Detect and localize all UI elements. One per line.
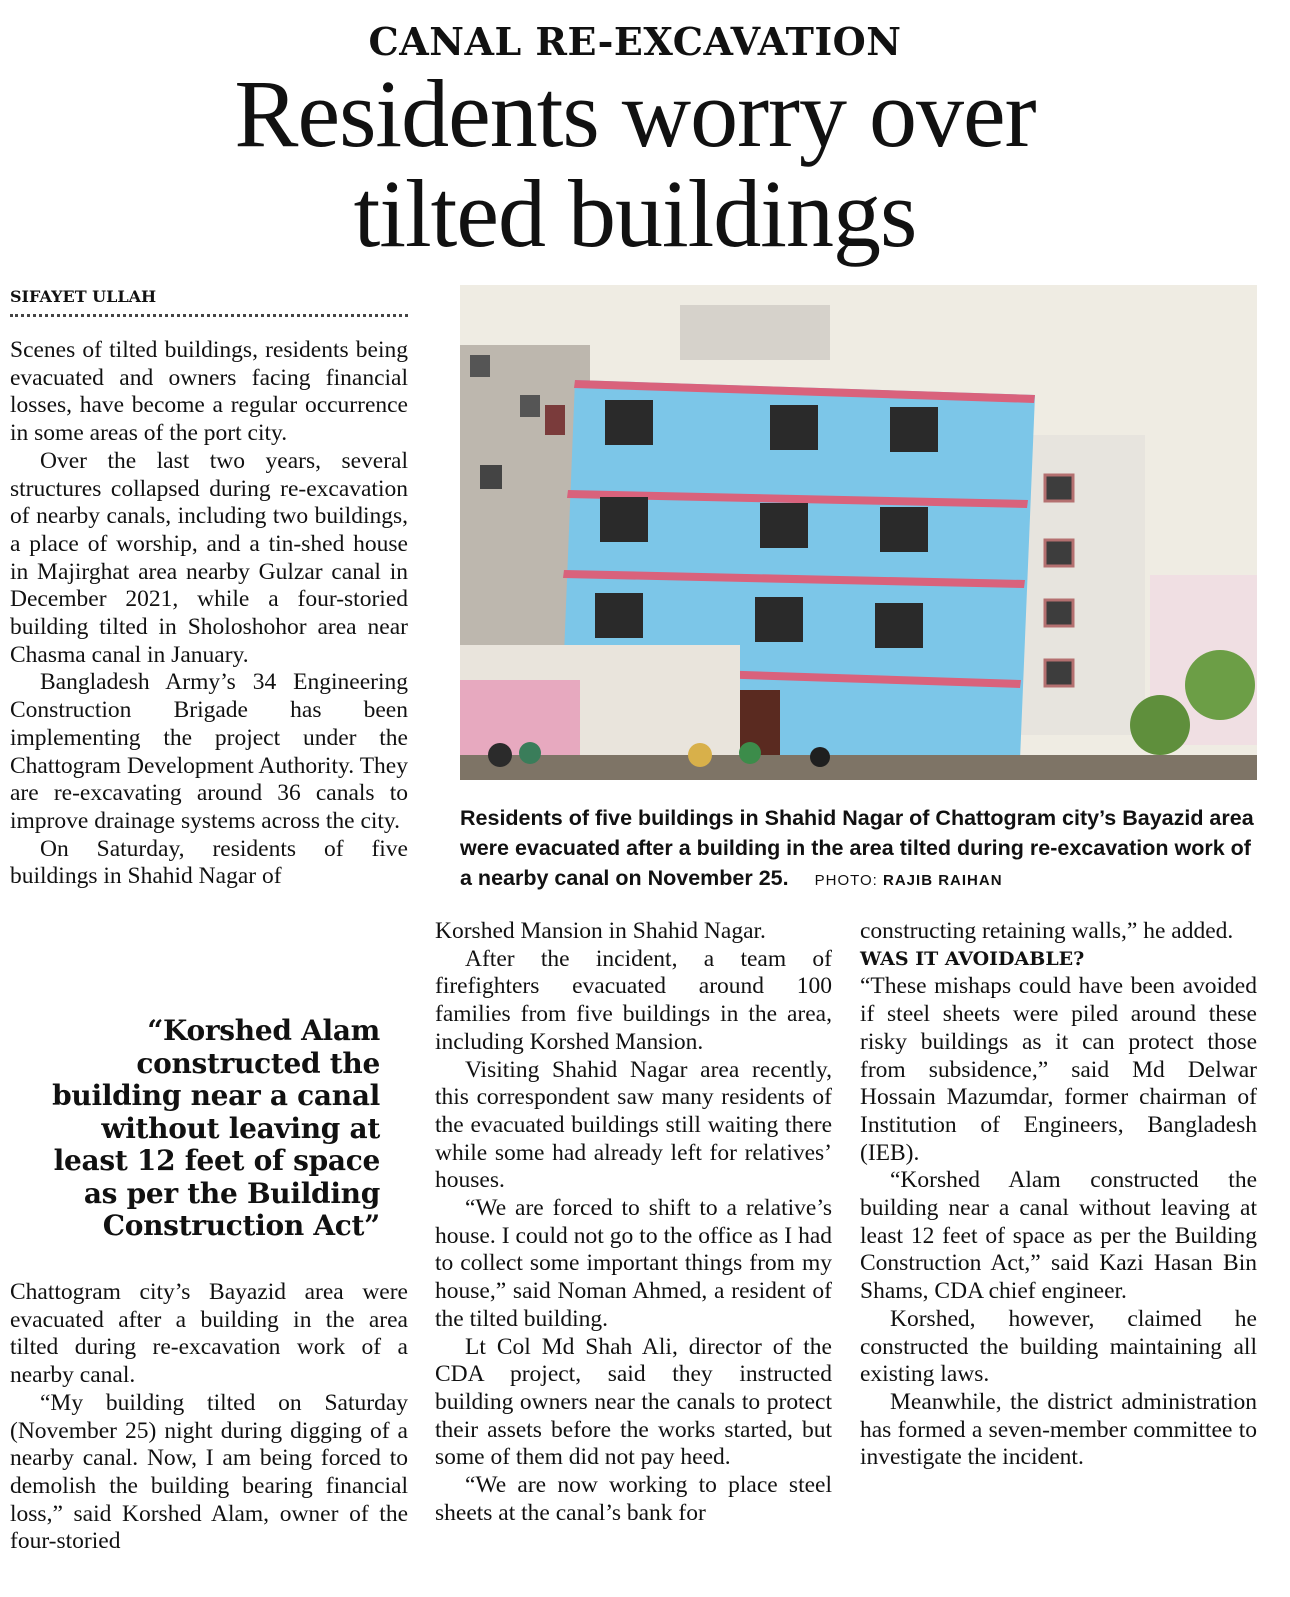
paragraph: Bangladesh Army’s 34 Engineering Construction Brigade has been implementing the project under the Chattogram Development Authority. They are re-excavating around 36 canals to improve drainage systems across the city.	[10, 669, 408, 834]
ground	[460, 755, 1257, 780]
byline-divider	[10, 314, 408, 317]
paragraph: On Saturday, residents of five buildings in Shahid Nagar of	[10, 835, 408, 890]
credit-name: RAJIB RAIHAN	[883, 872, 1003, 889]
paragraph: “We are forced to shift to a relative’s house. I could not go to the office as I had to collect some important things from my house,” said Noman Ahmed, a resident of the tilted building.	[435, 1195, 832, 1332]
photo-caption	[460, 803, 1260, 896]
column-2	[435, 918, 832, 1527]
paragraph: “These mishaps could have been avoided if steel sheets were piled around these risky buildings as it can protect those from subsidence,” said Md Delwar Hossain Mazumdar, former chairman of Institution of Engineers, Bangladesh (IEB).	[860, 973, 1257, 1166]
subheading: WAS IT AVOIDABLE?	[860, 947, 1085, 970]
paragraph: “Korshed Alam constructed the building near a canal without leaving at least 12 feet of space as per the Building Construction Act,” said Kazi Hasan Bin Shams, CDA chief engineer.	[860, 1167, 1257, 1305]
tilted-building-photo	[460, 285, 1257, 780]
column-1-bottom	[10, 1279, 408, 1556]
paragraph: Korshed, however, claimed he constructed the building maintaining all existing laws.	[860, 1305, 1257, 1388]
paragraph: Scenes of tilted buildings, residents being evacuated and owners facing financial losses, have become a regular occurrence in some areas of the port city.	[10, 337, 408, 447]
paragraph: Lt Col Md Shah Ali, director of the CDA project, said they instructed building owners near the canals to protect their assets before the works started, but some of them did not pay heed.	[435, 1333, 832, 1471]
paragraph: After the incident, a team of firefighters evacuated around 100 families from five buildings in the area, including Korshed Mansion.	[435, 945, 832, 1055]
paragraph: Chattogram city’s Bayazid area were evacuated after a building in the area tilted during re-excavation work of a nearby canal.	[10, 1279, 408, 1389]
paragraph: “We are now working to place steel sheets at the canal’s bank for	[435, 1472, 832, 1526]
headline-line-2: tilted buildings	[353, 160, 917, 267]
headline-line-1: Residents worry over	[234, 60, 1036, 167]
column-1-top	[10, 337, 408, 891]
column-3	[860, 918, 1257, 1472]
headline	[0, 60, 1270, 267]
kicker: CANAL RE-EXCAVATION	[368, 19, 902, 64]
news-photo	[460, 285, 1257, 780]
paragraph: Visiting Shahid Nagar area recently, this correspondent saw many residents of the evacuated buildings still waiting there while some had already left for relatives’ houses.	[435, 1056, 832, 1194]
paragraph: Over the last two years, several structures collapsed during re-excavation of nearby canals, including two buildings, a place of worship, and a tin-shed house in Majirghat area nearby Gulzar canal in December 2021, while a four-storied building tilted in Sholoshohor area near Chasma canal in January.	[10, 447, 408, 668]
paragraph: Meanwhile, the district administration has formed a seven-member committee to investigate the incident.	[860, 1388, 1257, 1471]
pull-quote: “Korshed Alam constructed the building near a canal without leaving at least 12 feet of space as per the Building Construction Act”	[52, 1014, 380, 1242]
right-building	[1020, 435, 1145, 735]
paragraph: Korshed Mansion in Shahid Nagar.	[435, 918, 766, 944]
caption-text: Residents of five buildings in Shahid Nagar of Chattogram city’s Bayazid area were evacuated after a building in the area tilted during re-excavation work of a nearby canal on November 25.	[460, 806, 1254, 890]
paragraph: “My building tilted on Saturday (November 25) night during digging of a nearby canal. Now, I am being forced to demolish the building bearing financial loss,” said Korshed Alam, owner of the four-storied	[10, 1389, 408, 1555]
credit-prefix: PHOTO:	[814, 872, 878, 889]
byline: SIFAYET ULLAH	[10, 287, 157, 306]
photo-credit	[815, 872, 1003, 889]
top-structure	[680, 305, 830, 360]
paragraph: constructing retaining walls,” he added.	[860, 918, 1234, 944]
